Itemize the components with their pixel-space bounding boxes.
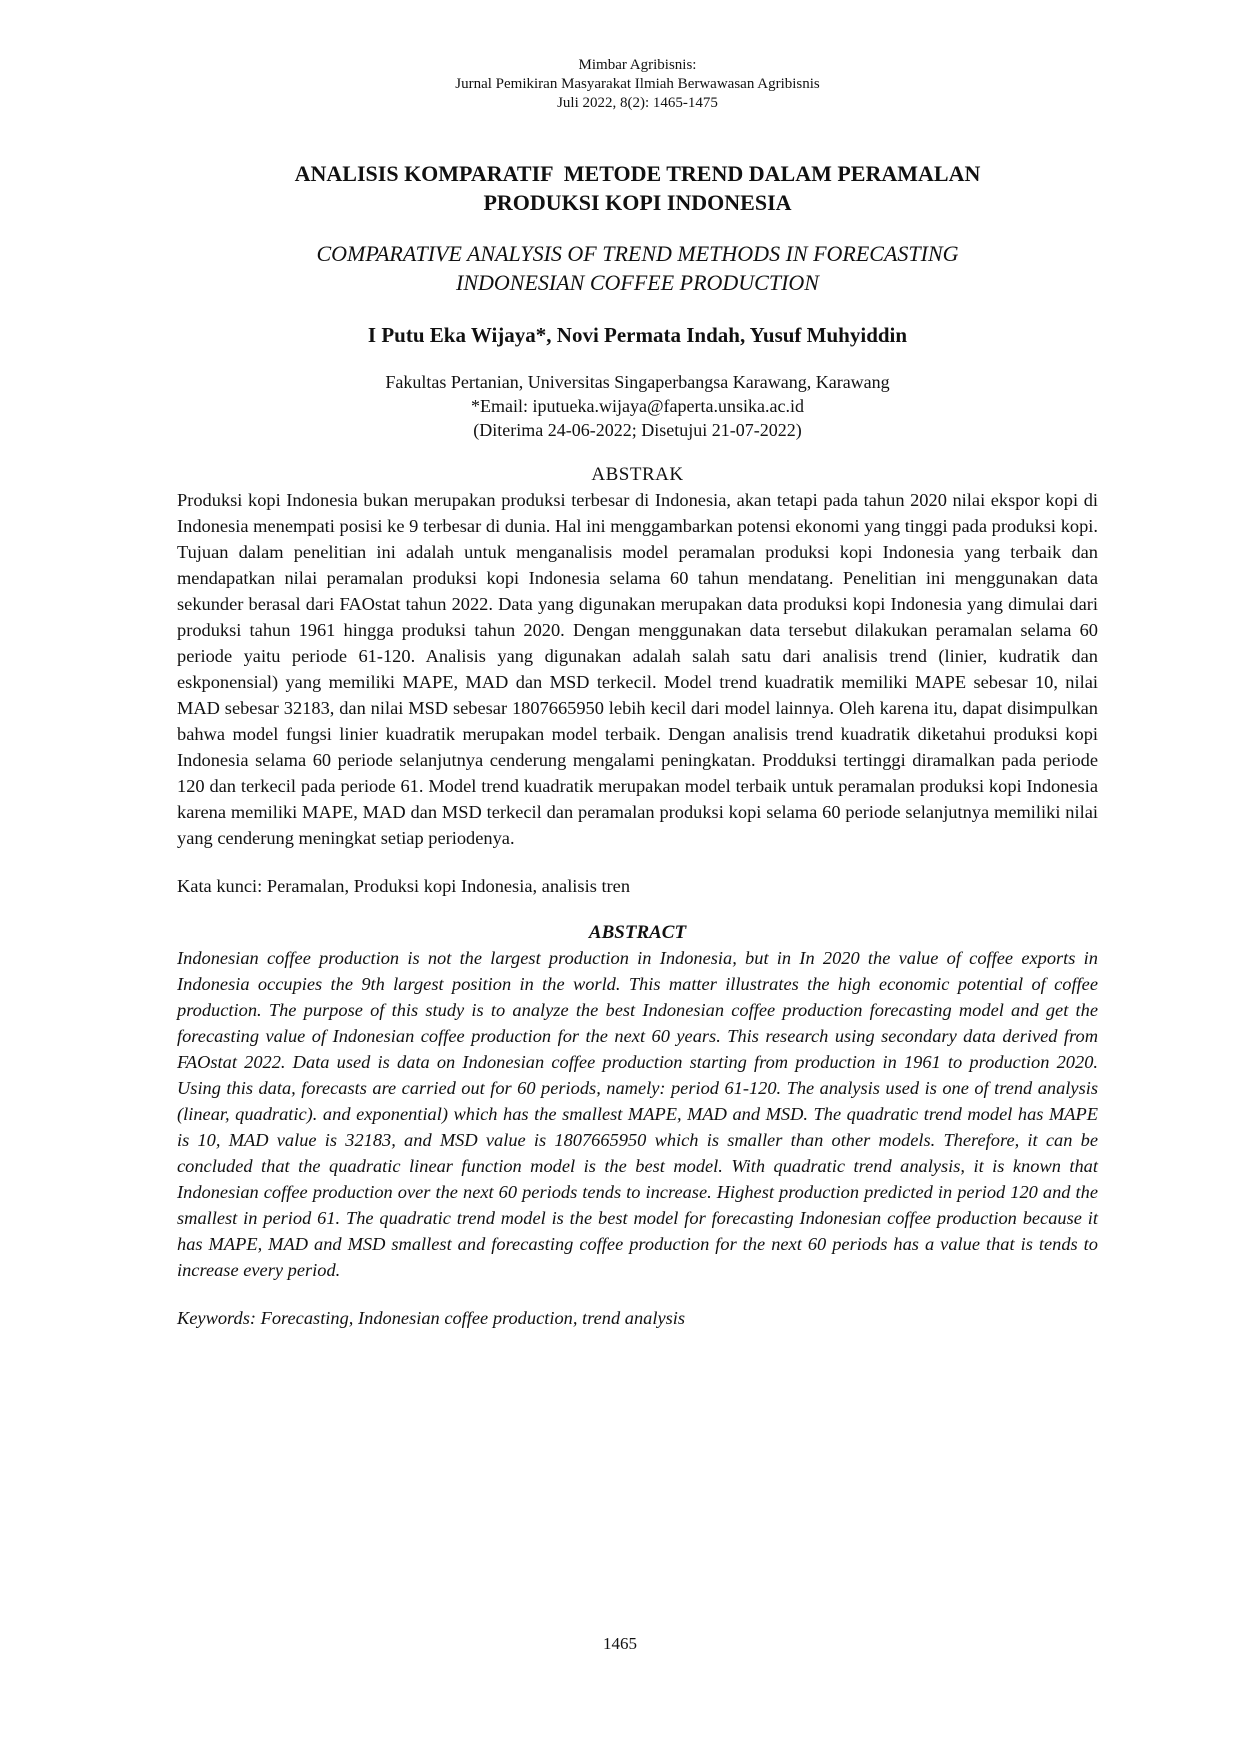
affiliation-block — [177, 370, 1098, 442]
title-indonesian — [177, 159, 1098, 217]
abstrak-body: Produksi kopi Indonesia bukan merupakan produksi terbesar di Indonesia, akan tetapi pada tahun 2020 nilai ekspor kopi di Indonesia menempati posisi ke 9 terbesar di dunia. Hal ini menggambarkan potensi ekonomi yang tinggi pada produksi kopi. Tujuan dalam penelitian ini adalah untuk menganalisis model peramalan produksi kopi Indonesia yang terbaik dan mendapatkan nilai peramalan produksi kopi Indonesia selama 60 tahun mendatang. Penelitian ini menggunakan data sekunder berasal dari FAOstat tahun 2022. Data yang digunakan merupakan data produksi kopi Indonesia yang dimulai dari produksi tahun 1961 hingga produksi tahun 2020. Dengan menggunakan data tersebut dilakukan peramalan selama 60 periode yaitu periode 61-120. Analisis yang digunakan adalah salah satu dari analisis trend (linier, kudratik dan eskponensial) yang memiliki MAPE, MAD dan MSD terkecil. Model trend kuadratik memiliki MAPE sebesar 10, nilai MAD sebesar 32183, dan nilai MSD sebesar 1807665950 lebih kecil dari model lainnya. Oleh karena itu, dapat disimpulkan bahwa model fungsi linier kuadratik merupakan model terbaik. Dengan analisis trend kuadratik diketahui produksi kopi Indonesia selama 60 periode selanjutnya cenderung mengalami peningkatan. Prodduksi tertinggi diramalkan pada periode 120 dan terkecil pada periode 61. Model trend kuadratik merupakan model terbaik untuk peramalan produksi kopi Indonesia karena memiliki MAPE, MAD dan MSD terkecil dan peramalan produksi kopi selama 60 periode selanjutnya memiliki nilai yang cenderung meningkat setiap periodenya. — [177, 490, 1098, 848]
title-en-line2: INDONESIAN COFFEE PRODUCTION — [456, 270, 819, 295]
keywords-values: Forecasting, Indonesian coffee production, trend analysis — [260, 1308, 686, 1328]
kata-kunci-label: Kata kunci: — [177, 876, 267, 896]
page-number: 1465 — [603, 1634, 637, 1653]
kata-kunci — [177, 873, 1098, 899]
title-id-line1: ANALISIS KOMPARATIF METODE TREND DALAM PERAMALAN — [294, 161, 981, 186]
journal-name: Mimbar Agribisnis: — [578, 57, 697, 73]
title-en-line1: COMPARATIVE ANALYSIS OF TREND METHODS IN FORECASTING — [316, 241, 959, 266]
corresponding-email: *Email: iputueka.wijaya@faperta.unsika.ac.id — [471, 396, 804, 416]
kata-kunci-values: Peramalan, Produksi kopi Indonesia, analisis tren — [266, 876, 631, 896]
title-english — [177, 239, 1098, 297]
abstrak-heading: ABSTRAK — [591, 464, 684, 485]
author-list: I Putu Eka Wijaya*, Novi Permata Indah, Yusuf Muhyiddin — [367, 323, 908, 347]
received-accepted-dates: (Diterima 24-06-2022; Disetujui 21-07-2022) — [473, 420, 802, 440]
abstract-body: Indonesian coffee production is not the largest production in Indonesia, but in In 2020 the value of coffee exports in Indonesia occupies the 9th largest position in the world. This matter illustrates the high economic potential of coffee production. The purpose of this study is to analyze the best Indonesian coffee production forecasting model and get the forecasting value of Indonesian coffee production for the next 60 years. This research using secondary data derived from FAOstat 2022. Data used is data on Indonesian coffee production starting from production in 1961 to production 2020. Using this data, forecasts are carried out for 60 periods, namely: period 61-120. The analysis used is one of trend analysis (linear, quadratic). and exponential) which has the smallest MAPE, MAD and MSD. The quadratic trend model has MAPE is 10, MAD value is 32183, and MSD value is 1807665950 which is smaller than other models. Therefore, it can be concluded that the quadratic linear function model is the best model. With quadratic trend analysis, it is known that Indonesian coffee production over the next 60 periods tends to increase. Highest production predicted in period 120 and the smallest in period 61. The quadratic trend model is the best model for forecasting Indonesian coffee production because it has MAPE, MAD and MSD smallest and forecasting coffee production for the next 60 periods has a value that is tends to increase every period. — [177, 948, 1098, 1280]
abstract-heading: ABSTRACT — [588, 922, 687, 943]
journal-issue: Juli 2022, 8(2): 1465-1475 — [557, 95, 718, 111]
paper-page — [177, 56, 1098, 1331]
title-id-line2: PRODUKSI KOPI INDONESIA — [483, 190, 792, 215]
journal-subtitle: Jurnal Pemikiran Masyarakat Ilmiah Berwawasan Agribisnis — [455, 76, 820, 92]
keywords-label: Keywords: — [177, 1308, 261, 1328]
keywords — [177, 1305, 1098, 1331]
journal-header — [177, 56, 1098, 113]
affiliation-institution: Fakultas Pertanian, Universitas Singaperbangsa Karawang, Karawang — [385, 372, 890, 392]
